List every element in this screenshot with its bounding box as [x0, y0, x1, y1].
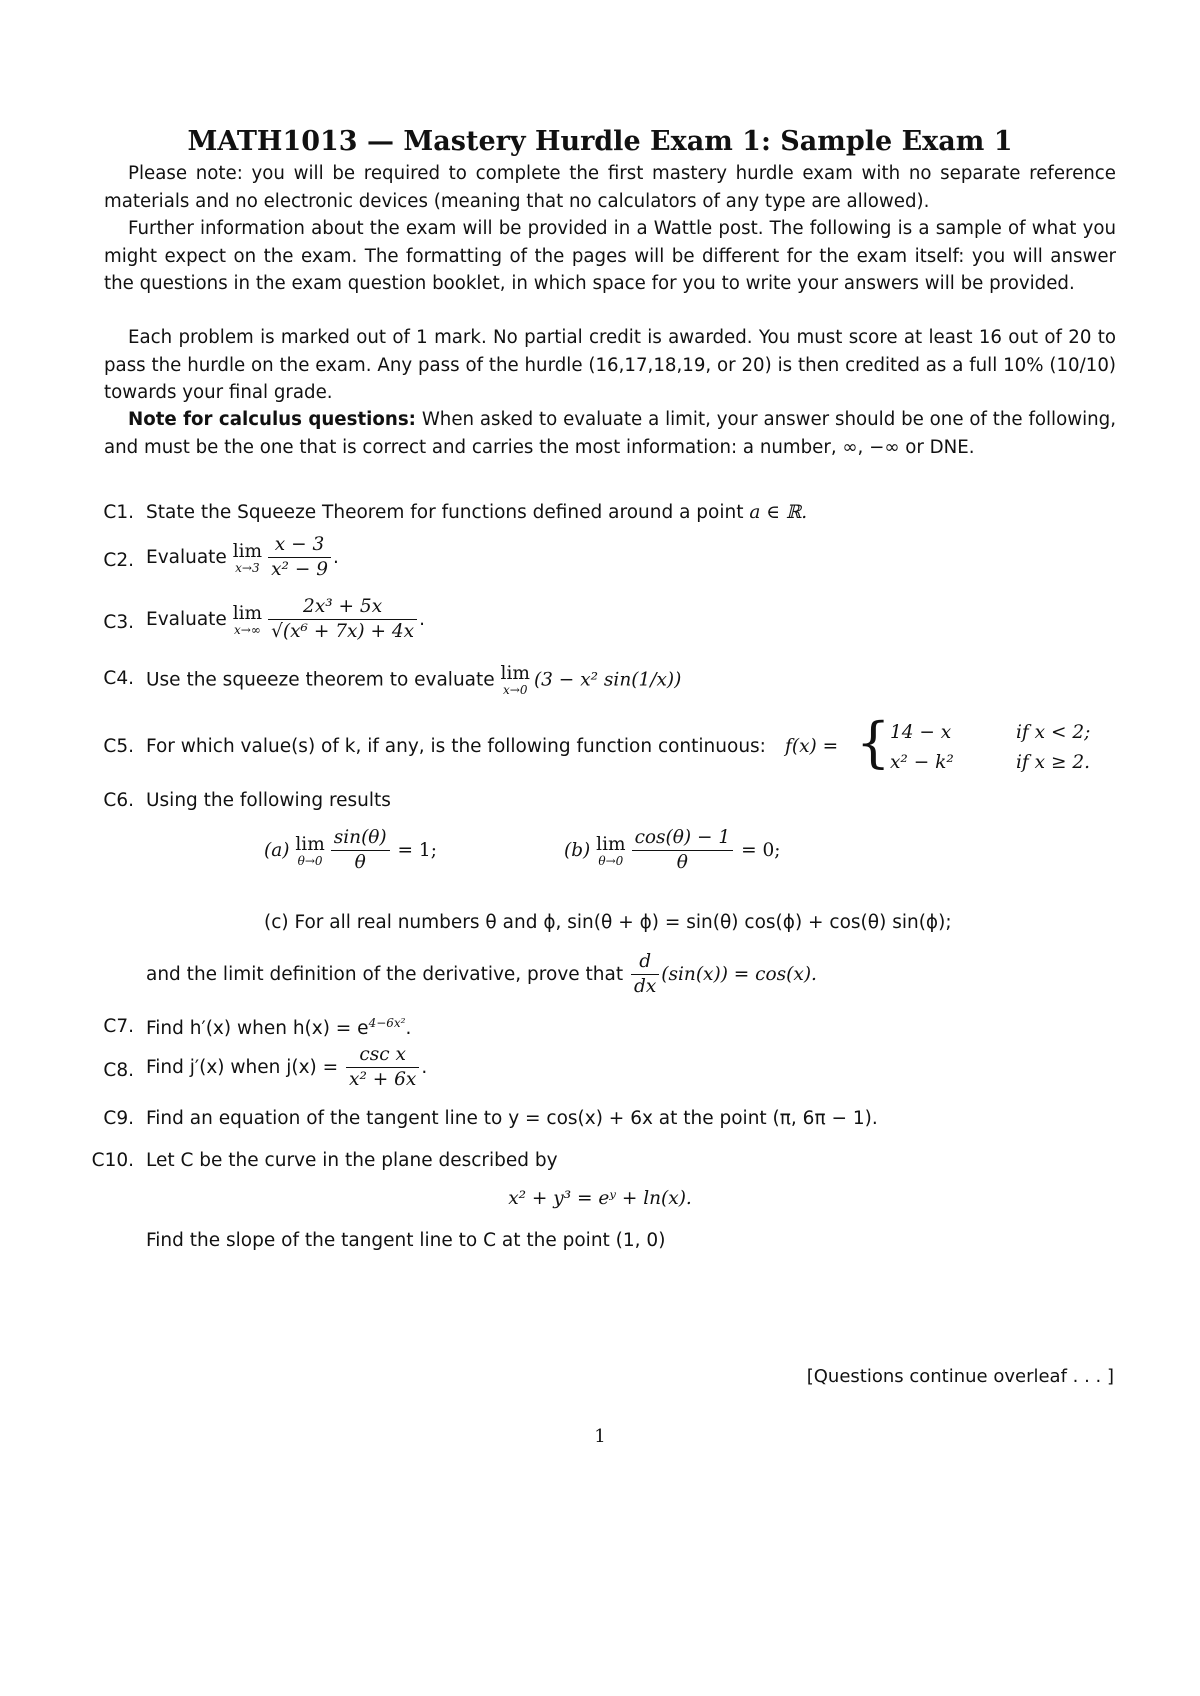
q-c6-b-denominator: θ [676, 852, 688, 873]
page-number: 1 [594, 1426, 606, 1447]
q-c6-b-numerator: cos(θ) − 1 [632, 826, 734, 851]
q-c5-text: For which value(s) of k, if any, is the following function continuous: [146, 736, 766, 757]
q-c6-prove-expr: (sin(x)) = cos(x). [661, 964, 817, 985]
q-c6-a-denominator: θ [354, 852, 366, 873]
q-c6-prove [146, 950, 817, 999]
q-c6-a-lim-sub: θ→0 [297, 853, 323, 868]
calculus-note [104, 406, 1116, 461]
q-c6-number: C6. [103, 790, 134, 811]
q-c7-text: Find h′(x) when h(x) = e [146, 1018, 369, 1040]
q-c10-number: C10. [91, 1150, 134, 1171]
q-c2-text: Evaluate [146, 547, 227, 568]
q-c1-text: State the Squeeze Theorem for functions defined around a point [146, 502, 744, 523]
q-c7 [146, 1016, 411, 1039]
q-c6-text: Using the following results [146, 790, 391, 811]
page-title: MATH1013 — Mastery Hurdle Exam 1: Sample Exam 1 [187, 126, 1013, 157]
q-c2-lim-sub: x→3 [235, 560, 260, 575]
q-c6-derivative: $\frac{d}{dx}$ [631, 950, 659, 999]
q-c6-result-b [564, 826, 780, 875]
q-c9-text: Find an equation of the tangent line to y = cos(x) + 6x at the point (π, 6π − 1). [146, 1108, 878, 1129]
q-c6-a-fraction [331, 826, 390, 875]
q-c6-b-limit: lim θ→0 [596, 833, 626, 868]
q-c4-lim-sub: x→0 [503, 683, 528, 697]
q-c6-prove-text: and the limit definition of the derivative, prove that [146, 964, 624, 985]
q-c3-denominator: √(x⁶ + 7x) + 4x [271, 621, 415, 642]
note-text: When asked to evaluate a limit, your answer should be one of the following, and must be the one that is correct and carries the most information: a number, ∞, −∞ or DNE. [104, 409, 1116, 458]
q-c5-cond1: if x < 2; [1016, 722, 1091, 743]
q-c7-end: . [405, 1018, 412, 1040]
q-c10-equation: x² + y³ = eʸ + ln(x). [508, 1188, 692, 1209]
q-c2-limit: lim x→3 [232, 540, 263, 575]
intro-p1-text: Please note: you will be required to complete the first mastery hurdle exam with no separate reference materials and no electronic devices (meaning that no calculators of any type are allowed). [104, 163, 1116, 212]
q-c6-a-rhs: = 1; [397, 840, 437, 861]
q-c7-exponent: 4−6x² [368, 1016, 406, 1030]
q-c3-fraction [268, 595, 417, 644]
q-c8-fraction [346, 1043, 419, 1092]
q-c4-text: Use the squeeze theorem to evaluate [146, 669, 495, 691]
q-c2-fraction [268, 533, 331, 582]
q-c9-number: C9. [103, 1108, 134, 1129]
intro-paragraph-3 [104, 324, 1116, 407]
q-c5-fx: f(x) = [785, 736, 839, 757]
q-c8-numerator: csc x [346, 1043, 419, 1068]
q-c6-a-numerator: sin(θ) [331, 826, 390, 851]
q-c5-number: C5. [103, 736, 134, 757]
q-c2: Evaluate lim x→3 $\frac{x - 3}{\text{x² − 9}}$ . [146, 534, 339, 580]
q-c1-number: C1. [103, 502, 134, 523]
q-c5-case1: 14 − x [890, 722, 952, 743]
q-c5-case2: x² − k² [890, 752, 954, 773]
q-c10-followup: Find the slope of the tangent line to C at the point (1, 0) [146, 1230, 666, 1251]
intro-p2-text: Further information about the exam will be provided in a Wattle post. The following is a sample of what you might expect on the exam. The formatting of the pages will be different for the exam itself: you will answer the questions in the exam question booklet, in which space for you to write your answers will be provided. [104, 218, 1116, 294]
q-c3-limit: lim x→∞ [232, 602, 263, 637]
q-c6-result-c: (c) For all real numbers θ and ϕ, sin(θ + ϕ) = sin(θ) cos(ϕ) + cos(θ) sin(ϕ); [264, 912, 952, 933]
q-c5-cond2: if x ≥ 2. [1016, 752, 1090, 773]
intro-p3-text: Each problem is marked out of 1 mark. No partial credit is awarded. You must score at least 16 out of 20 to pass the hurdle on the exam. Any pass of the hurdle (16,17,18,19, or 20) is then credited as a full 10% (10/10) towards your final grade. [104, 327, 1116, 403]
q-c3-lim-sub: x→∞ [233, 622, 261, 637]
q-c10-text: Let C be the curve in the plane described by [146, 1150, 558, 1171]
q-c2-denominator: x² − 9 [271, 559, 328, 580]
q-c5-brace: { [856, 711, 891, 774]
q-c3-numerator: 2x³ + 5x [268, 595, 417, 620]
q-c4 [146, 664, 681, 696]
q-c6-a-limit: lim θ→0 [295, 833, 325, 868]
intro-paragraph-1 [104, 160, 1116, 215]
q-c6-b-rhs: = 0; [741, 840, 781, 861]
q-c3-number: C3. [103, 612, 134, 633]
q-c2-number: C2. [103, 550, 134, 571]
q-c4-limit: lim x→0 [500, 663, 530, 697]
q-c3: Evaluate lim x→∞ $\frac{\text{2x³ + 5x}}{\text{√(x⁶ + 7x) + 4x}}$ . [146, 596, 425, 642]
q-c6-result-a [264, 826, 437, 875]
q-c8-number: C8. [103, 1060, 134, 1081]
q-c4-expr: (3 − x² sin(1/x)) [533, 669, 682, 691]
q-c7-number: C7. [103, 1016, 134, 1037]
q-c2-numerator: x − 3 [268, 533, 331, 558]
q-c6-a-label: (a) [264, 840, 290, 861]
q-c3-text: Evaluate [146, 609, 227, 630]
q-c4-number: C4. [103, 668, 134, 689]
q-c8: Find j′(x) when j(x) = $\frac{\text{csc x}}{\text{x² + 6x}}$ . [146, 1044, 428, 1090]
q-c6-b-label: (b) [564, 840, 591, 861]
q-c8-text: Find j′(x) when j(x) = [146, 1057, 339, 1078]
q-c1-math: a ∈ ℝ. [749, 502, 808, 523]
intro-paragraph-2 [104, 215, 1116, 298]
q-c1 [146, 502, 807, 523]
q-c6-b-lim-sub: θ→0 [598, 853, 624, 868]
note-label: Note for calculus questions: [128, 409, 416, 430]
q-c6-b-fraction [632, 826, 734, 875]
q-c8-denominator: x² + 6x [349, 1069, 417, 1090]
continue-note: [Questions continue overleaf . . . ] [806, 1366, 1114, 1387]
